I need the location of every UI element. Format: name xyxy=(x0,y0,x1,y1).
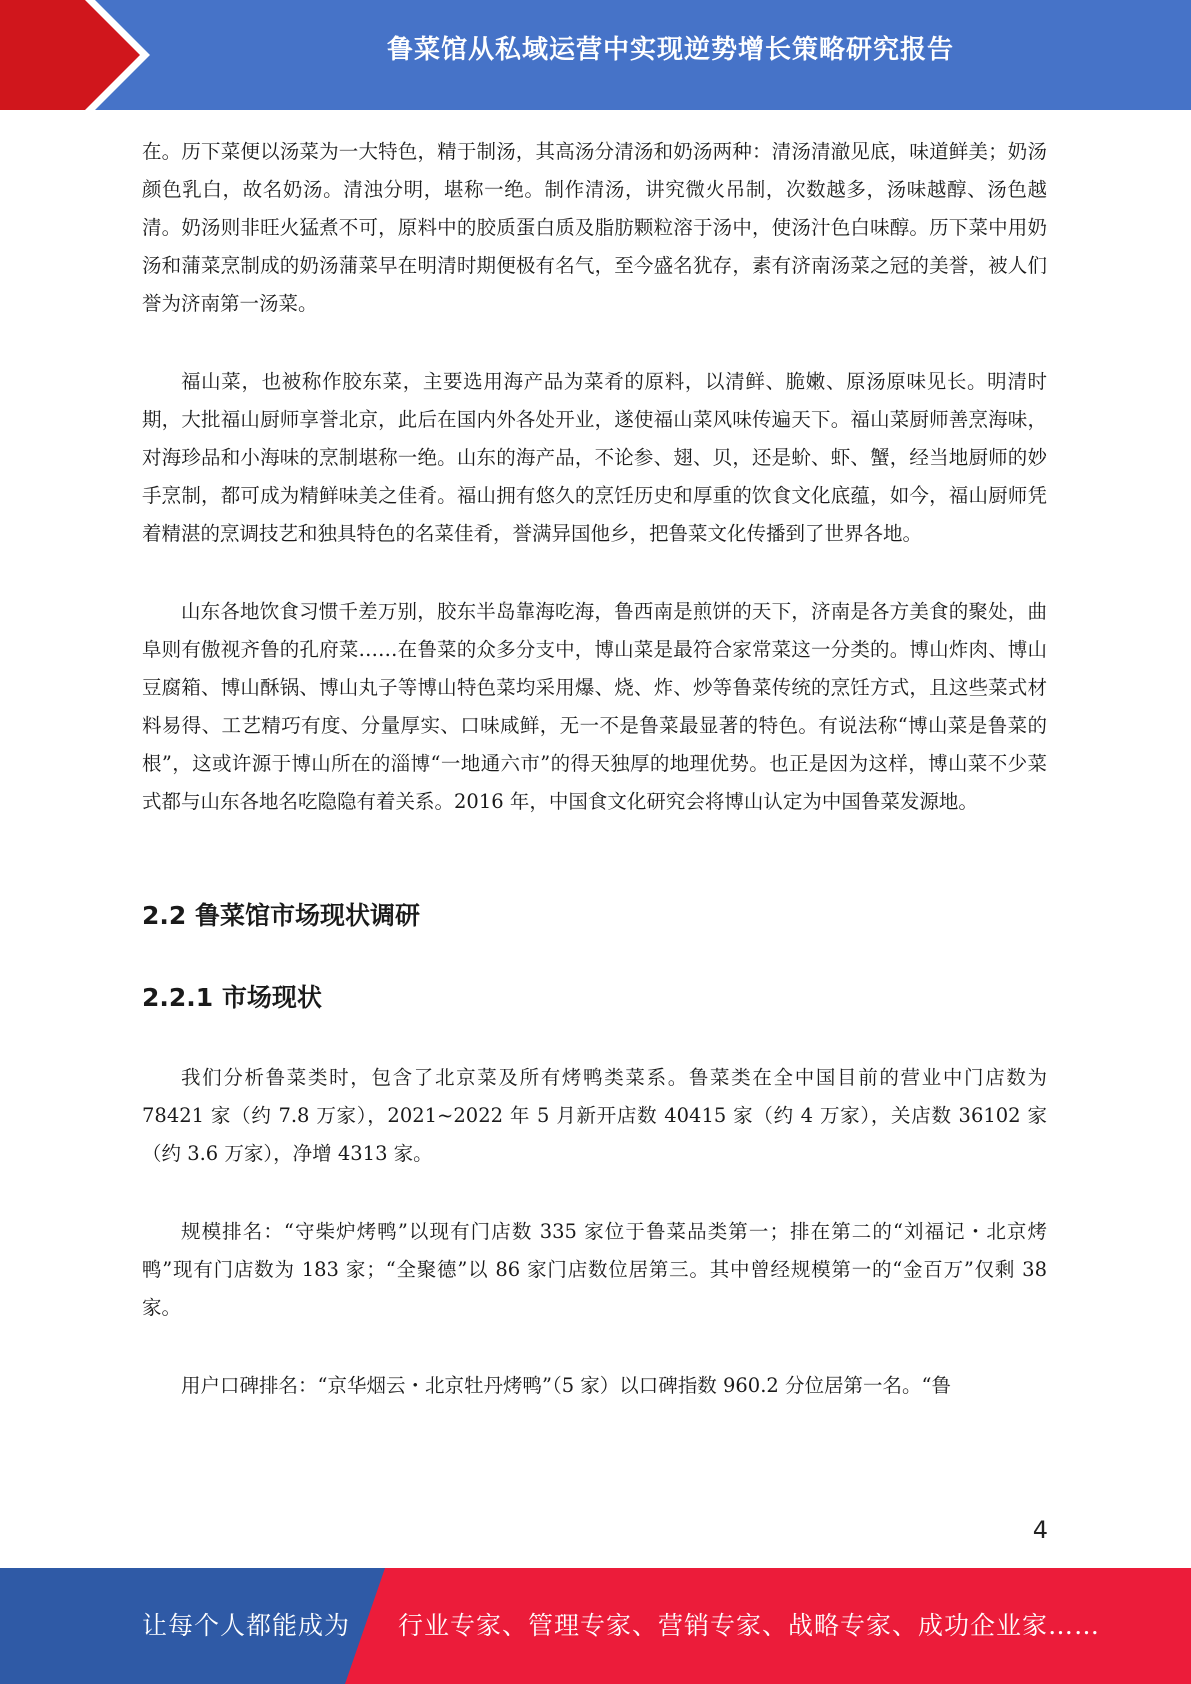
section-heading-2-2-1: 2.2.1 市场现状 xyxy=(142,983,322,1012)
section-heading-2-2: 2.2 鲁菜馆市场现状调研 xyxy=(142,901,420,930)
paragraph-market-overview: 我们分析鲁菜类时，包含了北京菜及所有烤鸭类菜系。鲁菜类在全中国目前的营业中门店数为 78421 家（约 7.8 万家），2021~2022 年 5 月新开店数 40415 家（约 4 万家），关店数 36102 家（约 3.6 万家），净增 4313 家。 xyxy=(142,1066,1047,1165)
main-content xyxy=(142,133,1047,1405)
footer-banner xyxy=(0,1568,1191,1684)
footer-slogan-right: 行业专家、管理专家、营销专家、战略专家、成功企业家…… xyxy=(398,1611,1101,1640)
document-title: 鲁菜馆从私域运营中实现逆势增长策略研究报告 xyxy=(386,35,954,65)
paragraph-scale-ranking: 规模排名：“守柴炉烤鸭”以现有门店数 335 家位于鲁菜品类第一；排在第二的“刘福记・北京烤鸭”现有门店数为 183 家；“全聚德”以 86 家门店数位居第三。其中曾经规模第一的“金百万”仅剩 38 家。 xyxy=(142,1220,1047,1319)
paragraph-lixia-soup: 在。历下菜便以汤菜为一大特色，精于制汤，其高汤分清汤和奶汤两种：清汤清澈见底，味道鲜美；奶汤颜色乳白，故名奶汤。清浊分明，堪称一绝。制作清汤，讲究微火吊制，次数越多，汤味越醇、汤色越清。奶汤则非旺火猛煮不可，原料中的胶质蛋白质及脂肪颗粒溶于汤中，使汤汁色白味醇。历下菜中用奶汤和蒲菜烹制成的奶汤蒲菜早在明清时期便极有名气，至今盛名犹存，素有济南汤菜之冠的美誉，被人们誉为济南第一汤菜。 xyxy=(142,140,1047,315)
header-banner xyxy=(0,0,1191,110)
page-number: 4 xyxy=(1032,1516,1048,1544)
paragraph-reputation-ranking: 用户口碑排名：“京华烟云・北京牡丹烤鸭”（5 家）以口碑指数 960.2 分位居第一名。“鲁 xyxy=(181,1374,951,1397)
header-arrow-decoration xyxy=(0,0,150,110)
footer-slogan-left: 让每个人都能成为 xyxy=(142,1611,351,1640)
paragraph-fushan-cuisine: 福山菜，也被称作胶东菜，主要选用海产品为菜肴的原料，以清鲜、脆嫩、原汤原味见长。明清时期，大批福山厨师享誉北京，此后在国内外各处开业，遂使福山菜风味传遍天下。福山菜厨师善烹海味，对海珍品和小海味的烹制堪称一绝。山东的海产品，不论参、翅、贝，还是蚧、虾、蟹，经当地厨师的妙手烹制，都可成为精鲜味美之佳肴。福山拥有悠久的烹饪历史和厚重的饮食文化底蕴，如今，福山厨师凭着精湛的烹调技艺和独具特色的名菜佳肴，誉满异国他乡，把鲁菜文化传播到了世界各地。 xyxy=(142,370,1047,545)
paragraph-boshan-cuisine: 山东各地饮食习惯千差万别，胶东半岛靠海吃海，鲁西南是煎饼的天下，济南是各方美食的聚处，曲阜则有傲视齐鲁的孔府菜……在鲁菜的众多分支中，博山菜是最符合家常菜这一分类的。博山炸肉、博山豆腐箱、博山酥锅、博山丸子等博山特色菜均采用爆、烧、炸、炒等鲁菜传统的烹饪方式，且这些菜式材料易得、工艺精巧有度、分量厚实、口味咸鲜，无一不是鲁菜最显著的特色。有说法称“博山菜是鲁菜的根”，这或许源于博山所在的淄博“一地通六市”的得天独厚的地理优势。也正是因为这样，博山菜不少菜式都与山东各地名吃隐隐有着关系。2016 年，中国食文化研究会将博山认定为中国鲁菜发源地。 xyxy=(142,600,1047,813)
